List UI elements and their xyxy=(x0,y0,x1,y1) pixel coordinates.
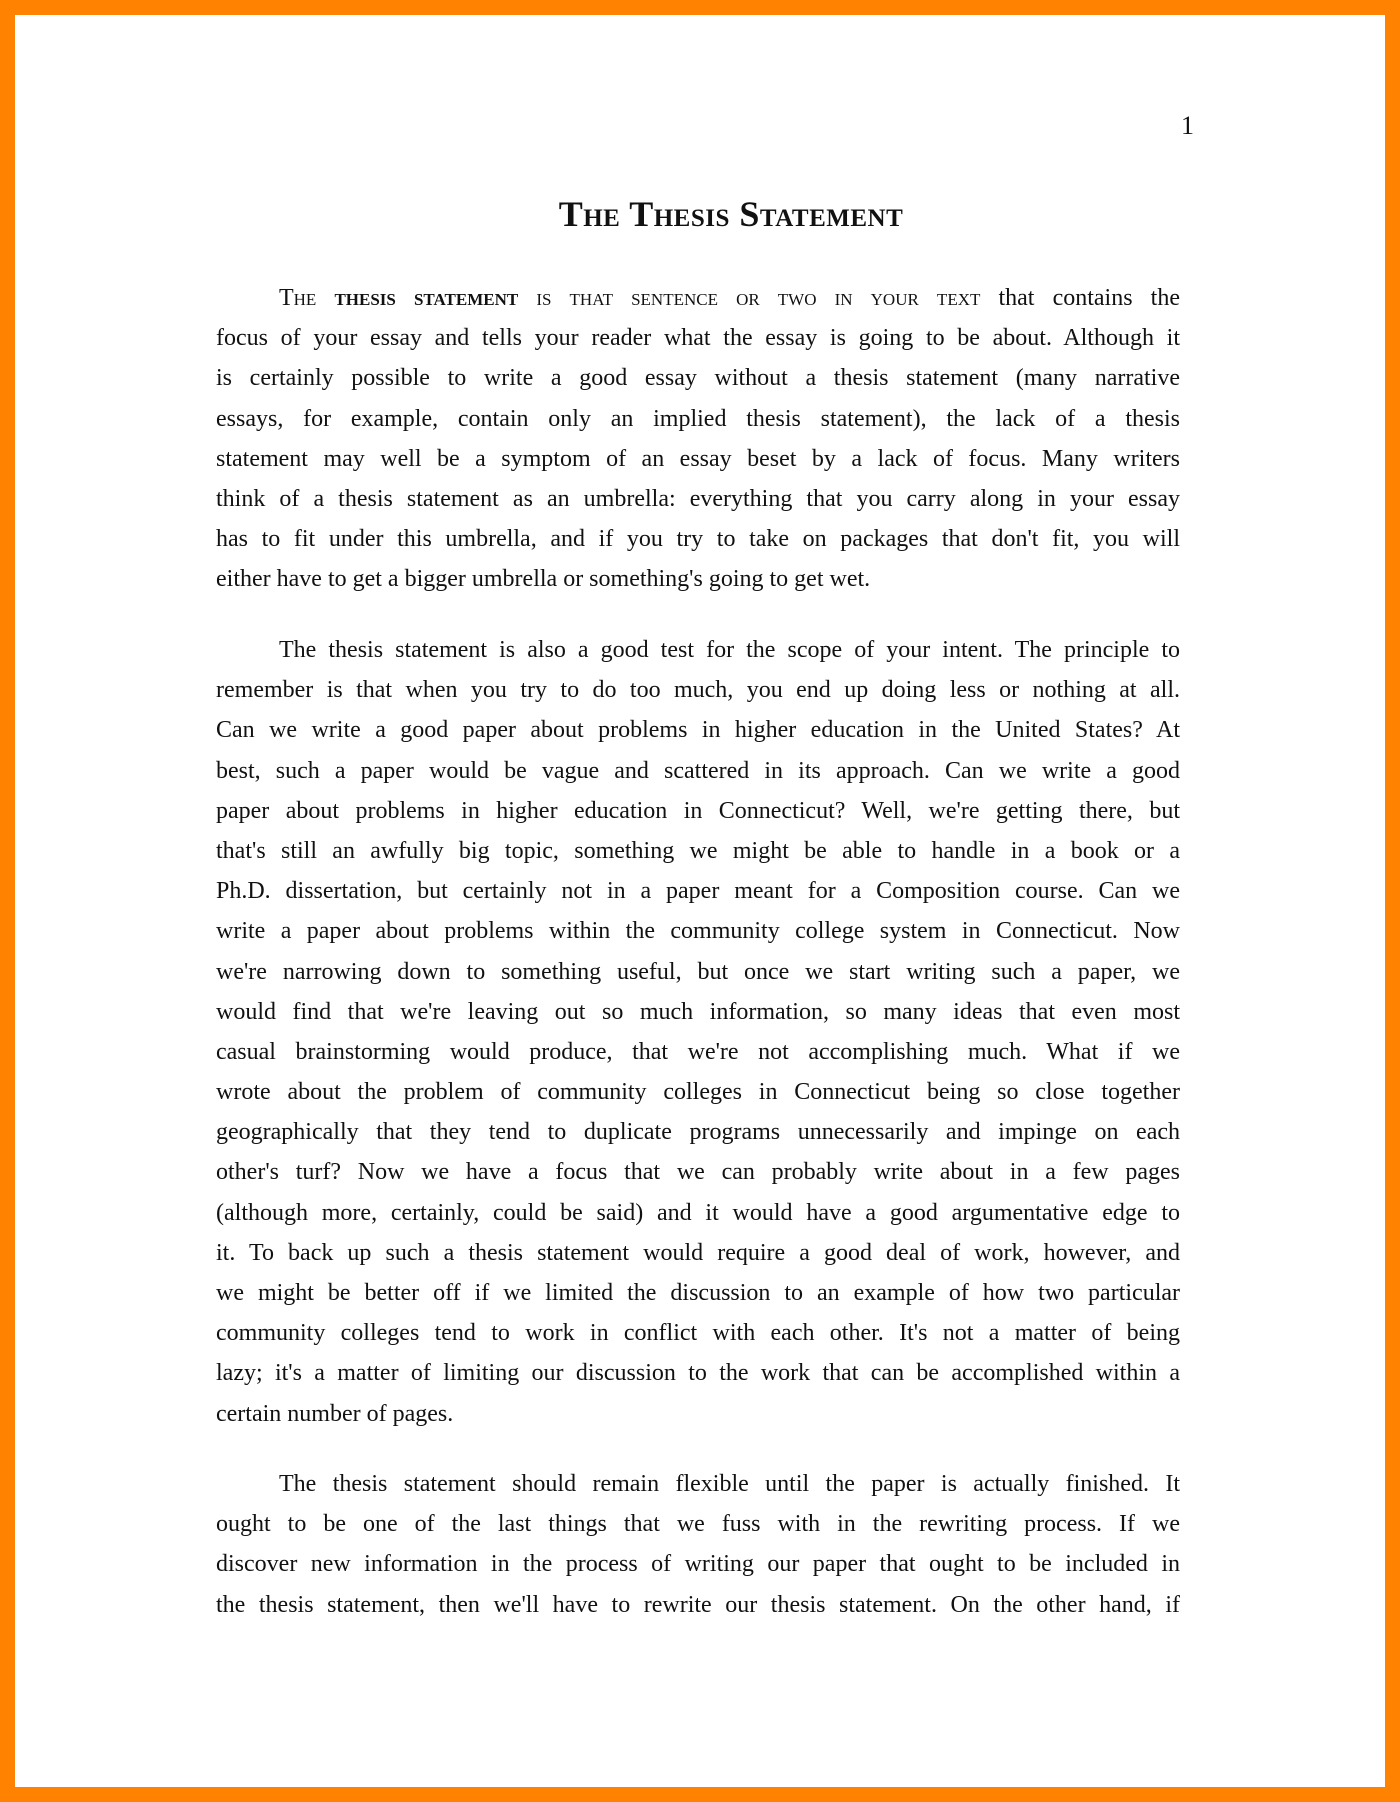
paragraph-1 xyxy=(216,278,1180,600)
paragraph-2 xyxy=(216,630,1180,1434)
paragraph-line: discover new information in the process of writing our paper that ought to be included in xyxy=(216,1551,1180,1578)
bold-term: thesis statement xyxy=(334,285,519,311)
paragraph-line: we might be better off if we limited the discussion to an example of how two particular xyxy=(216,1280,1180,1306)
paragraph-line: community colleges tend to work in conflict with each other. It's not a matter of being xyxy=(216,1320,1180,1347)
page-title: The Thesis Statement xyxy=(558,194,904,234)
smallcaps-phrase: is that sentence or two in your text xyxy=(536,285,981,311)
paragraph-line: we're narrowing down to something useful, but once we start writing such a paper, we xyxy=(216,958,1180,985)
paragraph-line: The thesis statement is also a good test for the scope of your intent. The principle to xyxy=(279,637,1180,663)
paragraph-line: is certainly possible to write a good essay without a thesis statement (many narrative xyxy=(216,365,1180,392)
paragraph-line: essays, for example, contain only an implied thesis statement), the lack of a thesis xyxy=(216,405,1180,432)
paragraph-line: either have to get a bigger umbrella or something's going to get wet. xyxy=(216,566,871,593)
paragraph-line: think of a thesis statement as an umbrella: everything that you carry along in your essay xyxy=(216,485,1180,512)
paragraph-line: The thesis statement should remain flexible until the paper is actually finished. It xyxy=(279,1471,1180,1497)
page-number: 1 xyxy=(1181,111,1194,140)
paragraph-line: Can we write a good paper about problems in higher education in the United States? At xyxy=(216,717,1180,744)
paragraph-line: casual brainstorming would produce, that we're not accomplishing much. What if we xyxy=(216,1038,1180,1065)
paragraph-line xyxy=(216,278,1180,318)
paragraph-line: ought to be one of the last things that we fuss with in the rewriting process. If we xyxy=(216,1511,1180,1538)
paragraph-line: other's turf? Now we have a focus that we can probably write about in a few pages xyxy=(216,1159,1180,1186)
paragraph-line: wrote about the problem of community colleges in Connecticut being so close together xyxy=(216,1079,1180,1106)
paragraph-line: Ph.D. dissertation, but certainly not in a paper meant for a Composition course. Can we xyxy=(216,878,1180,905)
paragraph-line: it. To back up such a thesis statement would require a good deal of work, however, and xyxy=(216,1239,1180,1266)
paragraph-line: lazy; it's a matter of limiting our discussion to the work that can be accomplished within a xyxy=(216,1360,1180,1387)
paragraph-line: the thesis statement, then we'll have to rewrite our thesis statement. On the other hand, if xyxy=(216,1591,1180,1618)
paragraph-line: write a paper about problems within the community college system in Connecticut. Now xyxy=(216,918,1180,945)
paragraph-line: statement may well be a symptom of an essay beset by a lack of focus. Many writers xyxy=(216,445,1180,472)
paragraph-line: that's still an awfully big topic, something we might be able to handle in a book or a xyxy=(216,837,1180,864)
document-page xyxy=(15,15,1385,1787)
paragraph-line: best, such a paper would be vague and scattered in its approach. Can we write a good xyxy=(216,757,1180,784)
paragraph-line: geographically that they tend to duplicate programs unnecessarily and impinge on each xyxy=(216,1119,1180,1146)
paragraph-line: certain number of pages. xyxy=(216,1400,454,1427)
paragraph-line: (although more, certainly, could be said) and it would have a good argumentative edge to xyxy=(216,1199,1180,1226)
paragraph-line: focus of your essay and tells your reader what the essay is going to be about. Although it xyxy=(216,325,1180,352)
lead-word: The xyxy=(279,285,317,311)
paragraph-3 xyxy=(216,1464,1180,1625)
line-rest: that contains the xyxy=(998,285,1180,311)
paragraph-line: would find that we're leaving out so much information, so many ideas that even most xyxy=(216,998,1180,1025)
paragraph-line: paper about problems in higher education in Connecticut? Well, we're getting there, but xyxy=(216,797,1180,824)
paragraph-line: has to fit under this umbrella, and if you try to take on packages that don't fit, you will xyxy=(216,526,1180,553)
paragraph-line: remember is that when you try to do too much, you end up doing less or nothing at all. xyxy=(216,677,1180,704)
